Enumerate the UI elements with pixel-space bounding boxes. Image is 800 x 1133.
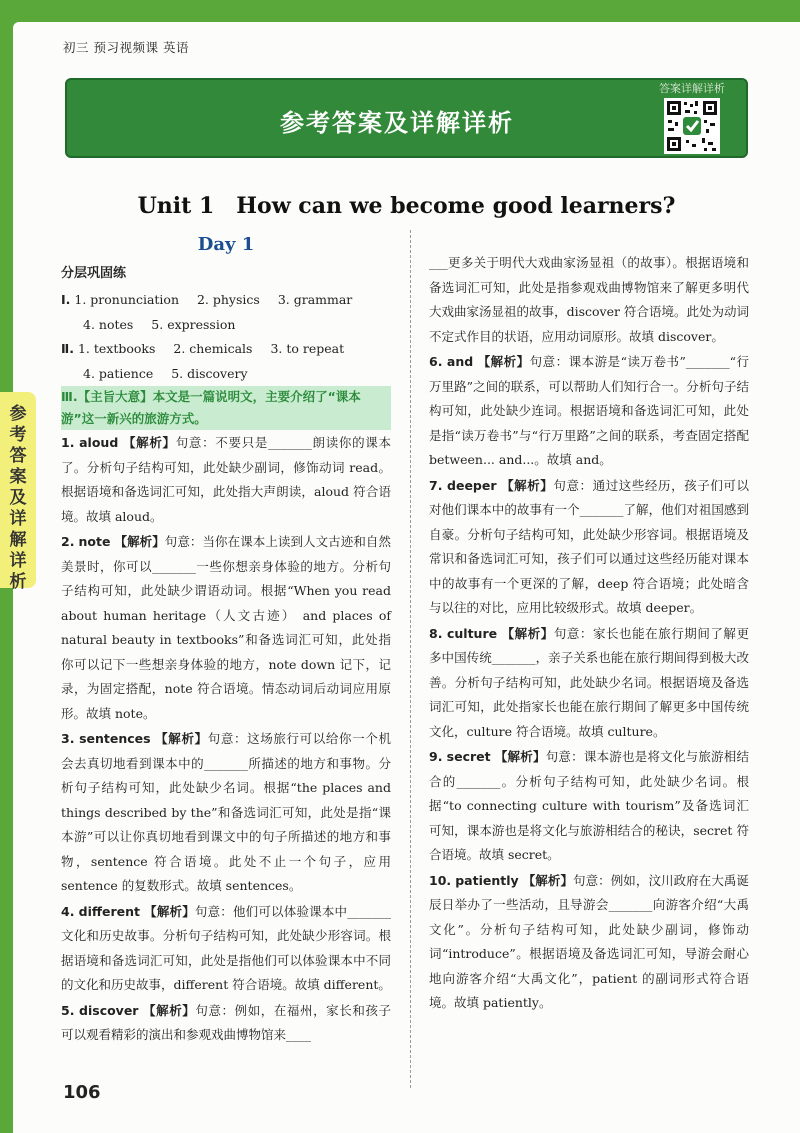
item-answer: aloud [79, 435, 119, 450]
part2-answer: 4. patience [83, 365, 154, 381]
item-tag: 【解析】 [522, 872, 574, 888]
day-heading: Day 1 [197, 234, 255, 255]
part2-answer: 2. chemicals [173, 341, 253, 356]
item-text: 句意：当你在课本上读到人文古迹和自然美景时，你可以_______一些你想亲身体验的地方。分析句子结构可知，此处缺少谓语动词。根据“When you read about human heritage（人文古迹） and places of natural beauty in textbooks”和备选词汇可知，此处指你可以记下一些想亲身体验的地方，note down 记下，记录，为固定搭配，note 符合语境。情态动词后动词应用原形。故填 note。 [61, 534, 391, 721]
item-answer: patiently [455, 872, 519, 888]
item-answer: sentences [79, 731, 151, 746]
item-text: 句意：这场旅行可以给你一个机会去真切地看到课本中的_______所描述的地方和事物。分析句子结构可知，此处缺少名词。根据“the places and things described by the”和备选词汇可知，此处是指“课本游”可以让你真切地看到课文中的句子所描述的地方和事物，sentence 符合语境。此处不止一个句子，应用 sentence 的复数形式。故填 sentences。 [61, 731, 391, 893]
item-number: 8. [429, 625, 443, 641]
explanation-item [429, 622, 749, 745]
part2-row2 [61, 362, 391, 387]
item-answer: note [78, 534, 111, 549]
answer-page [13, 22, 800, 1133]
item-tag: 【解析】 [501, 625, 554, 641]
item-number: 3. [61, 731, 75, 746]
section-heading: 分层巩固练 [61, 265, 127, 281]
qr-label: 答案详解详析 [659, 82, 725, 95]
item-text: 句意：不要只是_______朗读你的课本了。分析句子结构可知，此处缺少副词，修饰动词 read。根据语境和备选词汇可知，此处指大声朗读，aloud 符合语境。故填 aloud。 [61, 435, 391, 524]
right-column [429, 250, 749, 1016]
header-text: 初三 预习视频课 英语 [63, 40, 189, 55]
item-tag: 【解析】 [114, 534, 165, 549]
item-number: 9. [429, 749, 443, 764]
page-number: 106 [63, 1082, 101, 1103]
item-number: 2. [61, 534, 75, 549]
part2-answer: 5. discovery [171, 365, 248, 381]
item-tag: 【解析】 [501, 477, 554, 493]
side-tab-label: 参考答案及详解详析 [9, 404, 27, 592]
item-answer: deeper [447, 477, 497, 493]
item-tag: 【解析】 [122, 435, 176, 450]
item-tag: 【解析】 [143, 1002, 196, 1018]
item-text: 句意：家长也能在旅行期间了解更多中国传统_______，亲子关系也能在旅行期间得到极大改善。分析句子结构可知，此处缺少名词。根据语境及备选词汇可知，此处指家长也能在旅行期间了解更多中国传统文化，culture 符合语境。故填 culture。 [429, 625, 749, 739]
item-answer: discover [79, 1002, 139, 1018]
explanation-item [429, 474, 749, 621]
explanation-item [61, 727, 391, 899]
item-tag: 【解析】 [477, 354, 530, 369]
part1-answer: 4. notes [83, 316, 134, 332]
explanation-item [429, 251, 749, 349]
item-number: 7. [429, 477, 443, 493]
part1-answer: 1. pronunciation [74, 292, 179, 307]
explanation-item [429, 745, 749, 868]
item-number: 4. [61, 903, 75, 919]
item-answer: culture [446, 625, 498, 641]
item-text: 句意：课本游也是将文化与旅游相结合的_______。分析句子结构可知，此处缺少名词。根据“to connecting culture with tourism”及备选词汇可知，课本游也是将文化与旅游相结合的秘诀，secret 符合语境。故填 secret。 [429, 749, 749, 862]
item-tag: 【解析】 [144, 903, 195, 919]
part3-main-idea: Ⅲ.【主旨大意】本文是一篇说明文，主要介绍了“课本游”这一新兴的旅游方式。 [61, 386, 391, 430]
item-text: 句意：他们可以体验课本中_______文化和历史故事。分析句子结构可知，此处缺少形容词。根据语境和备选词汇可知，此处是指他们可以体验课本中不同的文化和历史故事，different 符合语境。故填 different。 [61, 903, 391, 992]
part2-answer: 1. textbooks [77, 341, 156, 356]
qr-code-block[interactable] [650, 82, 734, 154]
title-banner [65, 78, 748, 158]
part2-label: Ⅱ. [61, 341, 74, 356]
column-divider [410, 230, 411, 1088]
item-text: 句意：课本游是“读万卷书”_______“行万里路”之间的联系，可以帮助人们知行合一。分析句子结构可知，此处缺少连词。根据语境和备选词汇可知，此处是指“读万卷书”与“行万里路”之间的联系，考查固定搭配 between... and...。故填 and。 [429, 354, 749, 467]
item-text: 句意：例如，在福州，家长和孩子可以观看精彩的演出和参观戏曲博物馆来____ [61, 1002, 391, 1042]
part1-answer: 5. expression [151, 316, 236, 332]
item-text: ___更多关于明代大戏曲家汤显祖（的故事）。根据语境和备选词汇可知，此处是指参观戏曲博物馆来了解更多明代大戏曲家汤显祖的故事，discover 符合语境。此处为动词不定式作目的状语，应用动词原形。故填 discover。 [429, 255, 749, 344]
explanation-item [61, 900, 391, 998]
banner-title: 参考答案及详解详析 [280, 109, 514, 137]
item-answer: and [446, 354, 474, 369]
item-text: 句意：例如，汶川政府在大禹诞辰日举办了一些活动，且导游会_______向游客介绍“大禹文化”。分析句子结构可知，此处缺少副词，修饰动词“introduce”。根据语境及备选词汇可知，导游会耐心地向游客介绍“大禹文化”，patient 的副词形式符合语境。故填 patiently。 [429, 872, 749, 1010]
left-column [61, 227, 391, 1048]
item-number: 5. [61, 1002, 75, 1018]
item-tag: 【解析】 [494, 749, 546, 764]
item-number: 10. [429, 872, 452, 888]
part2-row1 [61, 337, 391, 362]
explanation-item [61, 530, 391, 726]
item-tag: 【解析】 [155, 731, 208, 746]
item-text: 句意：通过这些经历，孩子们可以对他们课本中的故事有一个_______了解，他们对祖国感到自豪。分析句子结构可知，此处缺少形容词。根据语境及常识和备选词汇可知，孩子们可以通过这些经历能对课本中的故事有一个更深的了解，deep 符合语境；此处暗含与以往的对比，应用比较级形式。故填 deeper。 [429, 477, 749, 615]
item-number: 1. [61, 435, 75, 450]
item-number: 6. [429, 354, 443, 369]
explanation-item [61, 999, 391, 1048]
unit-title: Unit 1 How can we become good learners? [137, 193, 676, 219]
explanation-item [61, 431, 391, 529]
part2-answer: 3. to repeat [270, 341, 345, 356]
part1-answer: 2. physics [196, 292, 260, 307]
side-tab[interactable] [0, 392, 36, 592]
part1-row2 [61, 313, 391, 338]
explanation-item [429, 350, 749, 473]
item-answer: different [78, 903, 140, 919]
qr-code-icon[interactable] [664, 98, 720, 154]
part1-label: Ⅰ. [61, 292, 71, 307]
explanation-item [429, 869, 749, 1016]
item-answer: secret [446, 749, 491, 764]
part1-answer: 3. grammar [277, 292, 353, 307]
part1-row1 [61, 288, 391, 313]
